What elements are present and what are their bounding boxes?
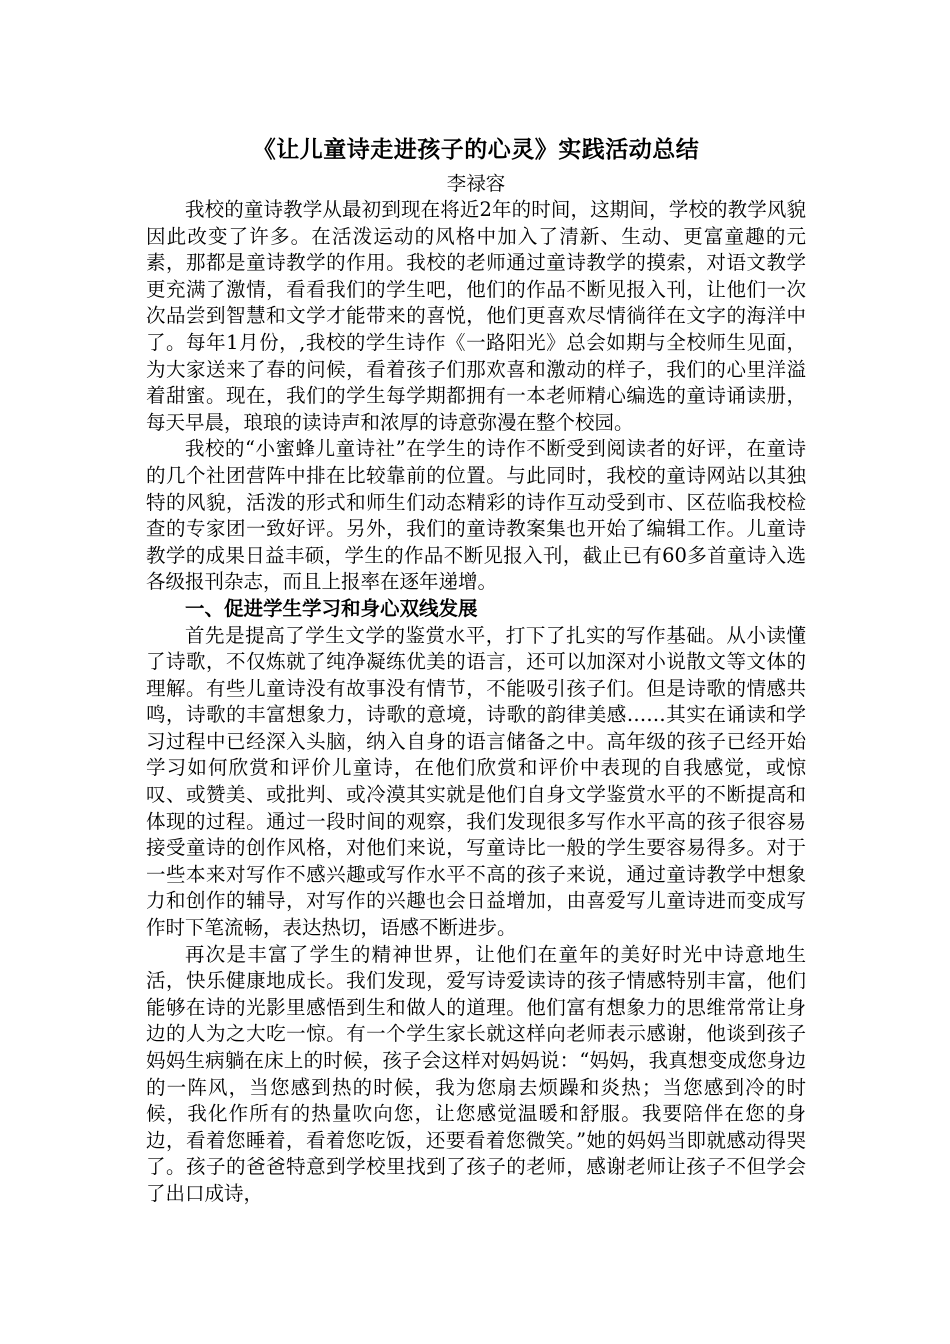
section-paragraph-1: 首先是提高了学生文学的鉴赏水平，打下了扎实的写作基础。从小读懂了诗歌，不仅炼就了纯净凝练优美的语言，还可以加深对小说散文等文体的理解。有些儿童诗没有故事没有情节，不能吸引孩子们。但是诗歌的情感共鸣，诗歌的丰富想象力，诗歌的意境，诗歌的韵律美感……其实在诵读和学习过程中已经深入头脑，纳入自身的语言储备之中。高年级的孩子已经开始学习如何欣赏和评价儿童诗，在他们欣赏和评价中表现的自我感觉，或惊叹、或赞美、或批判、或冷漠其实就是他们自身文学鉴赏水平的不断提高和体现的过程。通过一段时间的观察，我们发现很多写作水平高的孩子很容易接受童诗的创作风格，对他们来说，写童诗比一般的学生要容易得多。对于一些本来对写作不感兴趣或写作水平不高的孩子来说，通过童诗教学中想象力和创作的辅导，对写作的兴趣也会日益增加，由喜爱写儿童诗进而变成写作时下笔流畅，表达热切，语感不断进步。 xyxy=(146,623,806,940)
document-body xyxy=(146,133,806,1208)
author-name: 李禄容 xyxy=(446,172,506,195)
intro-paragraph-2: 我校的“小蜜蜂儿童诗社”在学生的诗作不断受到阅读者的好评，在童诗的几个社团营阵中排在比较靠前的位置。与此同时，我校的童诗网站以其独特的风貌，活泼的形式和师生们动态精彩的诗作互动受到市、区莅临我校检查的专家团一致好评。另外，我们的童诗教案集也开始了编辑工作。儿童诗教学的成果日益丰硕，学生的作品不断见报入刊，截止已有60多首童诗入选各级报刊杂志，而且上报率在逐年递增。 xyxy=(146,437,806,594)
section-heading: 一、促进学生学习和身心双线发展 xyxy=(185,596,478,620)
document-title: 《让儿童诗走进孩子的心灵》实践活动总结 xyxy=(252,137,700,163)
section-paragraph-2: 再次是丰富了学生的精神世界，让他们在童年的美好时光中诗意地生活，快乐健康地成长。我们发现，爱写诗爱读诗的孩子情感特别丰富，他们能够在诗的光影里感悟到生和做人的道理。他们富有想象力的思维常常让身边的人为之大吃一惊。有一个学生家长就这样向老师表示感谢，他谈到孩子妈妈生病躺在床上的时候，孩子会这样对妈妈说：“妈妈，我真想变成您身边的一阵风，当您感到热的时候，我为您扇去烦躁和炎热；当您感到冷的时候，我化作所有的热量吹向您，让您感觉温暖和舒服。我要陪伴在您的身边，看着您睡着，看着您吃饭，还要看着您微笑。”她的妈妈当即就感动得哭了。孩子的爸爸特意到学校里找到了孩子的老师，感谢老师让孩子不但学会了出口成诗， xyxy=(146,942,806,1205)
intro-paragraph-1: 我校的童诗教学从最初到现在将近2年的时间，这期间，学校的教学风貌因此改变了许多。在活泼运动的风格中加入了清新、生动、更富童趣的元素，那都是童诗教学的作用。我校的老师通过童诗教学的摸索，对语文教学更充满了激情，看看我们的学生吧，他们的作品不断见报入刊，让他们一次次品尝到智慧和文学才能带来的喜悦，他们更喜欢尽情徜徉在文字的海洋中了。每年1月份，,我校的学生诗作《一路阳光》总会如期与全校师生见面，为大家送来了春的问候，看着孩子们那欢喜和激动的样子，我们的心里洋溢着甜蜜。现在，我们的学生每学期都拥有一本老师精心编选的童诗诵读册，每天早晨，琅琅的读诗声和浓厚的诗意弥漫在整个校园。 xyxy=(146,198,806,434)
